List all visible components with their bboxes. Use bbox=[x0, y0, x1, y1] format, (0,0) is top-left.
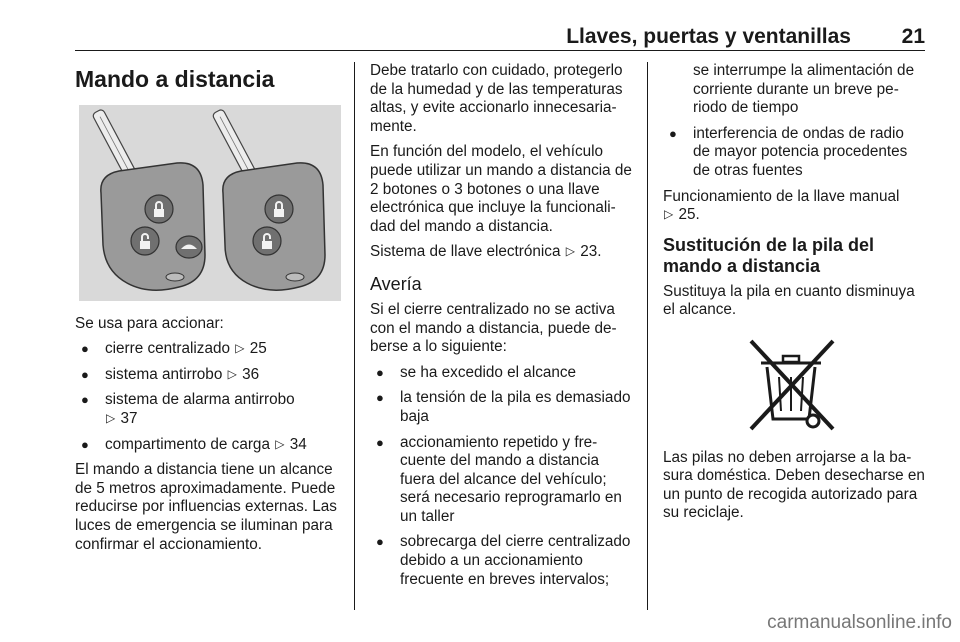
watermark: carmanualsonline.info bbox=[767, 612, 952, 633]
heading-mando-a-distancia: Mando a distancia bbox=[75, 66, 275, 92]
page-reference[interactable]: ▷ 23. bbox=[565, 243, 602, 261]
fault-list bbox=[370, 364, 634, 590]
column-divider bbox=[647, 62, 648, 610]
list-item: ● interferencia de ondas de radio de mayor potencia procedentes de otras fuentes bbox=[663, 125, 925, 181]
page-reference[interactable]: ▷ 25 bbox=[235, 340, 267, 358]
electronic-key-paragraph: Sistema de llave electrónica ▷ 23. bbox=[370, 243, 602, 261]
list-item: ● compartimento de carga ▷ 34 bbox=[75, 436, 343, 455]
column-1 bbox=[75, 62, 343, 561]
battery-paragraph: Sustituya la pila en cuanto disminuya el alcance. bbox=[663, 282, 915, 319]
arrow-right-icon: ▷ bbox=[275, 436, 285, 451]
heading-averia: Avería bbox=[370, 273, 422, 294]
care-paragraph: Debe tratarlo con cuidado, protegerlo de la humedad y de las temperaturas altas, y evite accionarlo innecesariamente. bbox=[370, 62, 623, 135]
arrow-right-icon: ▷ bbox=[565, 244, 575, 259]
header-rule bbox=[75, 50, 925, 51]
list-item: ● la tensión de la pila es demasiado baja bbox=[370, 389, 634, 426]
column-2 bbox=[370, 62, 634, 596]
list-item: ● cierre centralizado ▷ 25 bbox=[75, 340, 343, 359]
section-title: Llaves, puertas y ventanillas bbox=[566, 25, 851, 48]
arrow-right-icon: ▷ bbox=[227, 366, 237, 381]
manual-key-paragraph: Funcionamiento de la llave manual ▷ 25. bbox=[663, 187, 900, 224]
list-continuation: se interrumpe la alimentación de corriente durante un breve periodo de tiempo bbox=[693, 62, 915, 117]
page-reference[interactable]: ▷ 36 bbox=[227, 365, 260, 383]
arrow-right-icon: ▷ bbox=[664, 207, 674, 222]
arrow-right-icon: ▷ bbox=[235, 341, 245, 356]
fault-list-continued bbox=[663, 125, 925, 181]
disposal-paragraph: Las pilas no deben arrojarse a la basura doméstica. Deben desecharse en un punto de recogida autorizado para su reciclaje. bbox=[663, 448, 925, 522]
list-item: ● sistema de alarma antirrobo ▷ 37 bbox=[75, 391, 343, 428]
list-item: ● sistema antirrobo ▷ 36 bbox=[75, 366, 343, 385]
range-paragraph: El mando a distancia tiene un alcance de 5 metros aproximadamente. Puede reducirse por influencias externas. Las luces de emergencia se iluminan para confirmar el accionamiento. bbox=[75, 461, 337, 553]
page-reference[interactable]: ▷ 37 bbox=[106, 409, 138, 427]
list-item: ● se ha excedido el alcance bbox=[370, 364, 634, 383]
intro-text: Se usa para accionar: bbox=[75, 314, 224, 332]
column-divider bbox=[354, 62, 355, 610]
function-list bbox=[75, 340, 343, 454]
heading-battery-replacement: Sustitución de la pila del mando a distancia bbox=[663, 234, 875, 276]
crossed-out-bin-icon bbox=[743, 337, 839, 433]
page-number: 21 bbox=[901, 25, 925, 48]
list-item: ● accionamiento repetido y frecuente del mando a distancia fuera del alcance del vehículo; será necesario reprogramarlo en un taller bbox=[370, 434, 634, 527]
arrow-right-icon: ▷ bbox=[106, 410, 116, 425]
page-reference[interactable]: ▷ 34 bbox=[275, 435, 307, 453]
list-item: ● sobrecarga del cierre centralizado debido a un accionamiento frecuente en breves intervalos; bbox=[370, 533, 634, 589]
page-reference[interactable]: ▷ 25. bbox=[664, 206, 700, 224]
column-3 bbox=[663, 62, 925, 530]
model-paragraph: En función del modelo, el vehículo puede utilizar un mando a distancia de 2 botones o 3 botones o una llave electrónica que incluye la funcionalidad del mando a distancia. bbox=[370, 143, 632, 235]
remote-keys-illustration bbox=[79, 105, 341, 301]
fault-paragraph: Si el cierre centralizado no se activa con el mando a distancia, puede deberse a lo siguiente: bbox=[370, 300, 617, 356]
page-header bbox=[75, 22, 925, 50]
